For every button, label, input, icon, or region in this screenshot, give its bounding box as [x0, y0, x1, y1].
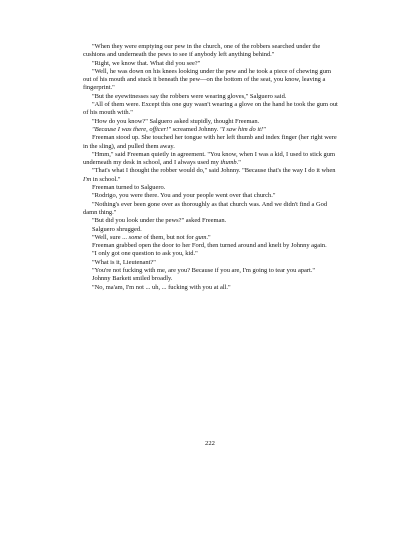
- paragraph: [83, 226, 340, 234]
- italic-run: gum: [195, 233, 207, 241]
- text-run: Salguero shrugged.: [92, 225, 142, 233]
- paragraph: [83, 259, 340, 267]
- text-run: Freeman stood up. She touched her tongue with her left thumb and index finger (her right were in the sling), and pulled them away.: [83, 134, 337, 150]
- paragraph: [83, 126, 340, 134]
- text-run: "But the eyewitnesses say the robbers were wearing gloves," Salguero said.: [92, 92, 287, 100]
- text-run: "No, ma'am, I'm not ... uh, ... fucking with you at all.": [92, 283, 231, 291]
- italic-run: thumb: [220, 159, 237, 167]
- paragraph: [83, 284, 340, 292]
- italic-run: some: [128, 233, 142, 241]
- text-run: "Well, sure ...: [92, 233, 129, 241]
- body-text: [83, 43, 340, 292]
- text-run: .": [206, 233, 211, 241]
- text-run: "Right, we know that. What did you see?": [92, 59, 201, 67]
- text-run: "That's what I thought the robber would do," said Johnny. "Because that's the way I do it when: [92, 167, 336, 175]
- italic-run: "Because I was there, officer!": [92, 125, 171, 133]
- paragraph: [83, 134, 340, 151]
- paragraph: [83, 242, 340, 250]
- text-run: "All of them were. Except this one guy wasn't wearing a glove on the hand he took the gum out of his mouth with.": [83, 101, 338, 117]
- text-run: Freeman grabbed open the door to her Ford, then turned around and knelt by Johnny again.: [92, 242, 327, 250]
- text-run: in school.": [91, 175, 121, 183]
- text-run: screamed Johnny.: [171, 125, 220, 133]
- paragraph: [83, 201, 340, 218]
- text-run: "How do you know?" Salguero asked stupidly, thought Freeman.: [92, 117, 260, 125]
- italic-run: I'm: [83, 175, 92, 183]
- text-run: "What is it, Lieutenant?": [92, 258, 156, 266]
- text-run: "You're not fucking with me, are you? Because if you are, I'm going to tear you apart.": [92, 267, 316, 275]
- paragraph: [83, 275, 340, 283]
- text-run: "But did you look under the pews?" asked Freeman.: [92, 217, 227, 225]
- paragraph: [83, 267, 340, 275]
- paragraph: [83, 217, 340, 225]
- paragraph: [83, 43, 340, 60]
- page-number: 222: [205, 440, 215, 447]
- text-run: "When they were emptying our pew in the church, one of the robbers searched under the cushions and underneath the pews to see if anybody left anything behind.": [83, 43, 321, 59]
- paragraph: [83, 250, 340, 258]
- text-run: Freeman turned to Salguero.: [92, 184, 166, 192]
- text-run: "Well, he was down on his knees looking under the pew and he took a piece of chewing gum out of his mouth and stuck it beneath the pew—on the bottom of the seat, you know, leaving a fingerprint.": [83, 67, 331, 92]
- paragraph: [83, 93, 340, 101]
- text-run: "Nothing's ever been gone over as thoroughly as that church was. And we didn't find a God damn thing.": [83, 200, 328, 216]
- text-run: Johnny Barkett smiled broadly.: [92, 275, 173, 283]
- text-run: "I only got one question to ask you, kid.": [92, 250, 198, 258]
- text-run: of them, but not for: [141, 233, 196, 241]
- paragraph: [83, 192, 340, 200]
- text-run: .": [236, 159, 241, 167]
- paragraph: [83, 118, 340, 126]
- paragraph: [83, 101, 340, 118]
- paragraph: [83, 151, 340, 168]
- text-run: "Rodrigo, you were there. You and your people went over that church.": [92, 192, 276, 200]
- text-run: "Hmm," said Freeman quietly in agreement. "You know, when I was a kid, I used to stick gum underneath my desk in school, and I always used my: [83, 150, 335, 167]
- paragraph: [83, 68, 340, 93]
- paragraph: [83, 234, 340, 242]
- italic-run: "I saw him do it!": [219, 125, 266, 133]
- paragraph: [83, 60, 340, 68]
- paragraph: [83, 184, 340, 192]
- paragraph: [83, 167, 340, 184]
